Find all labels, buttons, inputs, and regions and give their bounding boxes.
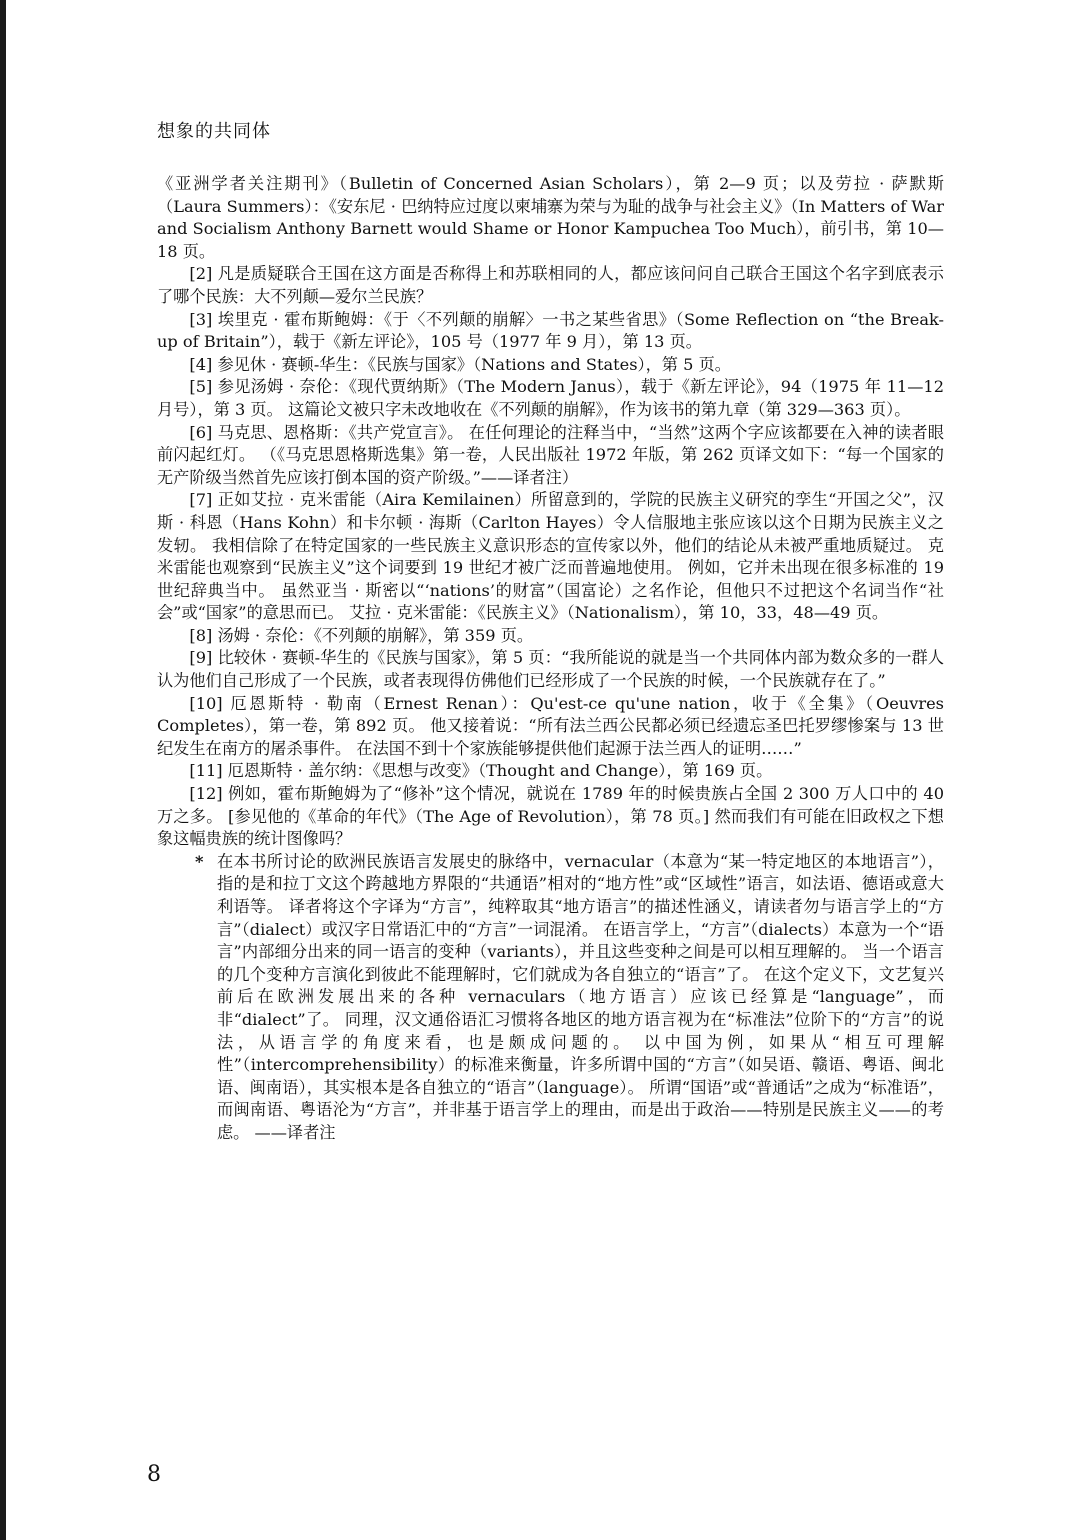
running-title: 想象的共同体: [157, 121, 271, 142]
endnote-2: [2] 凡是质疑联合王国在这方面是否称得上和苏联相同的人，都应该问问自己联合王国这个名字到底表示了哪个民族：大不列颠—爱尔兰民族？: [157, 264, 944, 306]
endnote-7: [7] 正如艾拉 · 克米雷能（Aira Kemilainen）所留意到的，学院的民族主义研究的孪生“开国之父”，汉斯 · 科恩（Hans Kohn）和卡尔顿 · 海斯（Carlton Hayes）令人信服地主张应该以这个日期为民族主义之发轫。 我相信除了在特定国家的一些民族主义意识形态的宣传家以外，他们的结论从未被严重地质疑过。 克米雷能也观察到“民族主义”这个词要到 19 世纪才被广泛而普遍地使用。 例如，它并未出现在很多标准的 19 世纪辞典当中。 虽然亚当 · 斯密以“‘nations’的财富”（国富论）之名作论，但他只不过把这个名词当作“社会”或“国家”的意思而已。 艾拉 · 克米雷能：《民族主义》（Nationalism），第 10，33，48—49 页。: [157, 490, 944, 623]
endnote-9: [9] 比较休 · 赛顿-华生的《民族与国家》，第 5 页：“我所能说的就是当一个共同体内部为数众多的一群人认为他们自己形成了一个民族，或者表现得仿佛他们已经形成了一个民族的时候，一个民族就存在了。”: [157, 648, 944, 691]
page-number: 8: [147, 1462, 161, 1487]
endnote-5: [5] 参见汤姆 · 奈伦：《现代贾纳斯》（The Modern Janus），载于《新左评论》，94（1975 年 11—12 月号），第 3 页。 这篇论文被只字未改地收在《不列颠的崩解》，作为该书的第九章（第 329—363 页）。: [157, 377, 944, 419]
endnote-6: [6] 马克思、恩格斯：《共产党宣言》。 在任何理论的注释当中，“当然”这两个字应该都要在入神的读者眼前闪起红灯。 （《马克思恩格斯选集》第一卷，人民出版社 1972 年版，第 262 页译文如下：“每一个国家的无产阶级当然首先应该打倒本国的资产阶级。”——译者注）: [157, 422, 944, 487]
endnote-11: [11] 厄恩斯特 · 盖尔纳：《思想与改变》（Thought and Change），第 169 页。: [189, 761, 773, 781]
endnote-3: [3] 埃里克 · 霍布斯鲍姆：《于〈不列颠的崩解〉一书之某些省思》（Some Reflection on “the Break-up of Britain”），载于《新左评论》，105 号（1977 年 9 月），第 13 页。: [157, 309, 944, 352]
translator-note: [157, 851, 944, 1145]
endnotes-body: [157, 173, 944, 1145]
endnote-10: [10] 厄恩斯特 · 勒南（Ernest Renan）：Qu'est-ce qu'une nation，收于《全集》（Oeuvres Completes），第一卷，第 892 页。 他又接着说：“所有法兰西公民都必须已经遗忘圣巴托罗缪惨案与 13 世纪发生在南方的屠杀事件。 在法国不到十个家族能够提供他们起源于法兰西人的证明……”: [157, 693, 944, 758]
endnote-12: [12] 例如，霍布斯鲍姆为了“修补”这个情况，就说在 1789 年的时候贵族占全国 2 300 万人口中的 40 万之多。 [参见他的《革命的年代》（The Age of Revolution），第 78 页。] 然而我们有可能在旧政权之下想象这幅贵族的统计图像吗？: [157, 784, 944, 849]
asterisk-marker: *: [195, 851, 204, 871]
endnote-continuation: 《亚洲学者关注期刊》（Bulletin of Concerned Asian Scholars），第 2—9 页；以及劳拉 · 萨默斯（Laura Summers）：《安东尼 · 巴纳特应过度以柬埔寨为荣与为耻的战争与社会主义》（In Matters of War and Socialism Anthony Barnett would Shame or Honor Kampuchea Too Much），前引书，第 10—18 页。: [157, 174, 944, 261]
endnote-8: [8] 汤姆 · 奈伦：《不列颠的崩解》，第 359 页。: [189, 625, 534, 645]
scan-edge-bar: [0, 0, 6, 1540]
translator-note-text: 在本书所讨论的欧洲民族语言发展史的脉络中，vernacular（本意为“某一特定地区的本地语言”），指的是和拉丁文这个跨越地方界限的“共通语”相对的“地方性”或“区域性”语言，如法语、德语或意大利语等。 译者将这个字译为“方言”，纯粹取其“地方语言”的描述性涵义，请读者勿与语言学上的“方言”（dialect）或汉字日常语汇中的“方言”一词混淆。 在语言学上，“方言”（dialects）本意为一个“语言”内部细分出来的同一语言的变种（variants），并且这些变种之间是可以相互理解的。 当一个语言的几个变种方言演化到彼此不能理解时，它们就成为各自独立的“语言”了。 在这个定义下，文艺复兴前后在欧洲发展出来的各种 vernaculars（地方语言）应该已经算是“language”，而非“dialect”了。 同理，汉文通俗语汇习惯将各地区的地方语言视为在“标准法”位阶下的“方言”的说法，从语言学的角度来看，也是颇成问题的。 以中国为例，如果从“相互可理解性”（intercomprehensibility）的标准来衡量，许多所谓中国的“方言”（如吴语、赣语、粤语、闽北语、闽南语），其实根本是各自独立的“语言”（language）。 所谓“国语”或“普通话”之成为“标准语”，而闽南语、粤语沦为“方言”，并非基于语言学上的理由，而是出于政治——特别是民族主义——的考虑。 ——译者注: [217, 851, 944, 1142]
endnote-4: [4] 参见休 · 赛顿-华生：《民族与国家》（Nations and States），第 5 页。: [189, 354, 731, 374]
